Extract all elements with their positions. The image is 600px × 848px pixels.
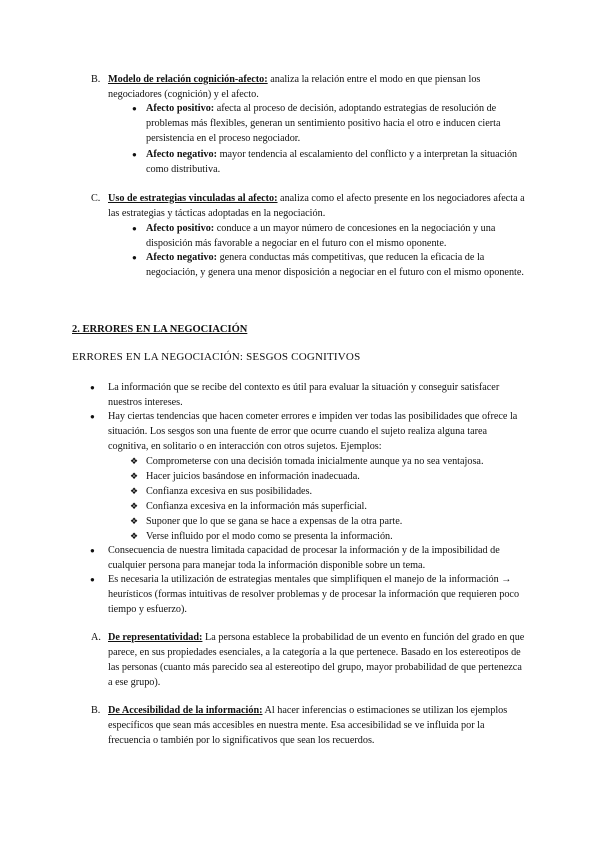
section-b2-paragraph <box>108 703 528 748</box>
section-b2-text: Al hacer inferencias o estimaciones se utilizan los ejemplos específicos que sean más accesibles en nuestra mente. Esa accesibilidad se ve influida por la frecuencia o también por lo significativos que sean los recuerdos. <box>108 705 508 746</box>
diamond-bullet-icon: ❖ <box>130 456 139 466</box>
section-c-title: Uso de estrategias vinculadas al afecto: <box>108 193 278 204</box>
bullet-term: Afecto negativo: <box>146 252 218 263</box>
example-item: Suponer que lo que se gana se hace a expensas de la otra parte. <box>146 516 403 527</box>
section-c-bullet-negative <box>146 250 530 280</box>
diamond-bullet-icon: ❖ <box>130 486 139 496</box>
bullet-icon: ● <box>132 104 137 113</box>
example-item: Hacer juicios basándose en información inadecuada. <box>146 471 360 482</box>
section-a2-text: La persona establece la probabilidad de un evento en función del grado en que parece, en sus propiedades esenciales, a la categoría a la que pertenece. Basado en los estereotipos de las personas (cuanto más parecido sea al estereotipo del grupo, mayor probabilidad de que pertenezca a ese grupo). <box>108 632 525 688</box>
section-b2-label: B. <box>91 705 101 716</box>
bullet-text: genera conductas más competitivas, que reducen la eficacia de la negociación, y genera una menor disposición a negociar en el futuro con el mismo oponente. <box>146 252 524 278</box>
list-item: La información que se recibe del contexto es útil para evaluar la situación y conseguir satisfacer nuestros intereses. <box>108 382 500 408</box>
section-a2-label: A. <box>91 632 101 643</box>
section-c-bullet-positive <box>146 221 530 251</box>
list-item: Hay ciertas tendencias que hacen cometer errores e impiden ver todas las posibilidades que ofrece la situación. Los sesgos son una fuente de error que ocurre cuando el sujeto realiza alguna tarea cognitiva, en solitario o en interacción con otros sujetos. Ejemplos: <box>108 411 518 452</box>
bullet-text: mayor tendencia al escalamiento del conflicto y a interpretan la situación como distributiva. <box>146 149 518 175</box>
diamond-bullet-icon: ❖ <box>130 516 139 526</box>
section-a2-title: De representatividad: <box>108 632 203 643</box>
bullet-icon: ● <box>132 224 137 233</box>
bullet-term: Afecto positivo: <box>146 103 215 114</box>
list-item: Consecuencia de nuestra limitada capacidad de procesar la información y de la imposibilidad de cualquier persona para manejar toda la información disponible sobre un tema. <box>108 545 500 571</box>
section-b-title: Modelo de relación cognición-afecto: <box>108 74 268 85</box>
section-b-text: analiza la relación entre el modo en que piensan los negociadores (cognición) y el afecto. <box>108 74 481 100</box>
example-item: Verse influido por el modo como se presenta la información. <box>146 531 393 542</box>
example-item: Comprometerse con una decisión tomada inicialmente aunque ya no sea ventajosa. <box>146 456 484 467</box>
bullet-term: Afecto positivo: <box>146 223 215 234</box>
diamond-bullet-icon: ❖ <box>130 471 139 481</box>
example-item: Confianza excesiva en sus posibilidades. <box>146 486 313 497</box>
section-c-text: analiza como el afecto presente en los negociadores afecta a las estrategias y tácticas adoptadas en la negociación. <box>108 193 525 219</box>
bullet-icon: ● <box>90 412 95 421</box>
section-heading: 2. ERRORES EN LA NEGOCIACIÓN <box>72 324 248 335</box>
section-b-paragraph <box>108 72 528 102</box>
section-b-label: B. <box>91 74 101 85</box>
section-c-paragraph <box>108 191 528 221</box>
bullet-icon: ● <box>132 150 137 159</box>
bullet-icon: ● <box>90 383 95 392</box>
section-c-label: C. <box>91 193 101 204</box>
bullet-icon: ● <box>132 253 137 262</box>
diamond-bullet-icon: ❖ <box>130 531 139 541</box>
bullet-text: conduce a un mayor número de concesiones en la negociación y una disposición más favorable a negociar en el futuro con el mismo oponente. <box>146 223 496 249</box>
section-b-bullet-positive <box>146 101 528 146</box>
subheading: ERRORES EN LA NEGOCIACIÓN: SESGOS COGNITIVOS <box>72 351 361 363</box>
example-item: Confianza excesiva en la información más superficial. <box>146 501 367 512</box>
bullet-text: afecta al proceso de decisión, adoptando estrategias de resolución de problemas más flexibles, generan un sentimiento positivo hacia el otro e inducen cierta persistencia en el proceso negociador. <box>146 103 501 144</box>
section-b-bullet-negative <box>146 147 528 177</box>
bullet-term: Afecto negativo: <box>146 149 218 160</box>
diamond-bullet-icon: ❖ <box>130 501 139 511</box>
section-a2-paragraph <box>108 630 528 690</box>
bullet-icon: ● <box>90 546 95 555</box>
list-item: Es necesaria la utilización de estrategias mentales que simplifiquen el manejo de la información → heurísticos (formas intuitivas de resolver problemas y de procesar la información que requieren poco tiempo y esfuerzo). <box>108 574 520 615</box>
bullet-icon: ● <box>90 575 95 584</box>
section-b2-title: De Accesibilidad de la información: <box>108 705 263 716</box>
